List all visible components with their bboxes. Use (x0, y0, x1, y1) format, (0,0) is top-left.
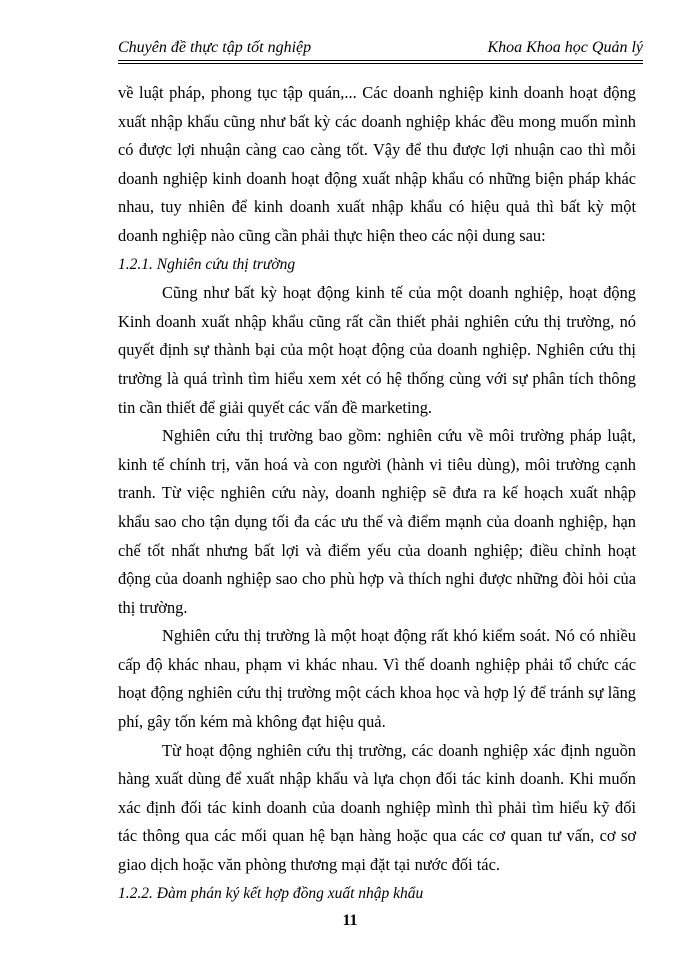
paragraph-5: Từ hoạt động nghiên cứu thị trường, các doanh nghiệp xác định nguồn hàng xuất dùng để xuất nhập khẩu và lựa chọn đối tác kinh doanh. Khi muốn xác định đối tác kinh doanh của doanh nghiệp mình thì phải tìm hiểu kỹ đối tác thông qua các mối quan hệ bạn hàng hoặc qua các cơ quan tư vấn, cơ sơ giao dịch hoặc văn phòng thương mại đặt tại nước đối tác. (118, 740, 636, 875)
document-body (118, 79, 636, 908)
section-heading-1-2-1: 1.2.1. Nghiên cứu thị trường (118, 255, 296, 273)
paragraph-4: Nghiên cứu thị trường là một hoạt động rất khó kiểm soát. Nó có nhiều cấp độ khác nhau, phạm vi khác nhau. Vì thế doanh nghiệp phải tổ chức các hoạt động nghiên cứu thị trường một cách khoa học và hợp lý để tránh sự lãng phí, gây tốn kém mà không đạt hiệu quả. (118, 626, 636, 732)
paragraph-3: Nghiên cứu thị trường bao gồm: nghiên cứu về môi trường pháp luật, kinh tế chính trị, văn hoá và con người (hành vi tiêu dùng), môi trường cạnh tranh. Từ việc nghiên cứu này, doanh nghiệp sẽ đưa ra kế hoạch xuất nhập khẩu sao cho tận dụng tối đa các ưu thế và điểm mạnh của doanh nghiệp, hạn chế tốt nhất nhưng bất lợi và điểm yếu của doanh nghiệp; điều chỉnh hoạt động của doanh nghiệp sao cho phù hợp và thích nghi được những đòi hỏi của thị trường. (118, 426, 636, 617)
header-right-title: Khoa Khoa học Quản lý (487, 39, 643, 56)
paragraph-2: Cũng như bất kỳ hoạt động kinh tế của một doanh nghiệp, hoạt động Kinh doanh xuất nhập khẩu cũng rất cần thiết phải nghiên cứu thị trường, nó quyết định sự thành bại của một hoạt động của doanh nghiệp. Nghiên cứu thị trường là quá trình tìm hiểu xem xét có hệ thống cùng với sự phân tích thông tin cần thiết để giải quyết các vấn đề marketing. (118, 283, 636, 417)
page-header (118, 38, 643, 62)
paragraph-1: về luật pháp, phong tục tập quán,... Các doanh nghiệp kinh doanh hoạt động xuất nhập khẩu cũng như bất kỳ các doanh nghiệp khác đều mong muốn mình có được lợi nhuận càng cao càng tốt. Vậy để thu được lợi nhuận cao thì mỗi doanh nghiệp kinh doanh hoạt động xuất nhập khẩu có những biện pháp khác nhau, tuy nhiên để kinh doanh xuất nhập khẩu có hiệu quả thì bất kỳ một doanh nghiệp nào cũng cần phải thực hiện theo các nội dung sau: (118, 83, 636, 245)
header-left-title: Chuyên đề thực tập tốt nghiệp (118, 39, 312, 56)
section-heading-1-2-2: 1.2.2. Đàm phán ký kết hợp đồng xuất nhập khẩu (118, 884, 424, 902)
header-rule-top (118, 60, 643, 61)
header-rule-bottom (118, 63, 643, 64)
page-number: 11 (342, 912, 358, 929)
